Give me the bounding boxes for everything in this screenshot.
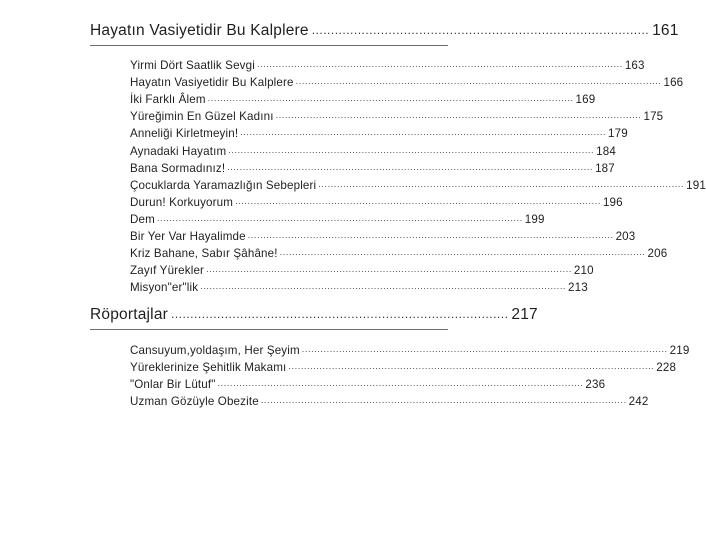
entry-title: Kriz Bahane, Sabır Şâhâne! xyxy=(130,247,278,261)
entry-page-number: 184 xyxy=(596,144,616,158)
entry-title: Bir Yer Var Hayalimde xyxy=(130,230,246,244)
entry-page-number: 196 xyxy=(602,195,623,209)
entry-title: Yüreğimin En Güzel Kadını xyxy=(130,110,274,124)
dot-leader: ...................................................................................................................... xyxy=(247,230,614,241)
toc-entry xyxy=(130,357,677,375)
entry-page-number: 199 xyxy=(524,212,545,226)
toc-entry xyxy=(130,277,588,295)
toc-entry xyxy=(130,391,649,409)
dot-leader: ...................................................................................................................... xyxy=(228,144,595,155)
entry-page-number: 206 xyxy=(647,247,668,261)
entry-page-number: 163 xyxy=(624,59,645,73)
dot-leader: ...................................................................................................................... xyxy=(240,127,607,138)
toc-entry xyxy=(130,55,645,73)
entry-title: Hayatın Vasiyetidir Bu Kalplere xyxy=(130,76,294,90)
toc-entry xyxy=(130,340,690,358)
toc-entry xyxy=(130,89,596,107)
entry-title: Anneliği Kirletmeyin! xyxy=(130,127,239,141)
entry-page-number: 210 xyxy=(573,264,594,278)
section-page-number: 217 xyxy=(511,306,538,323)
entry-page-number: 213 xyxy=(568,281,588,295)
dot-leader: ........................................................................................ xyxy=(171,307,509,321)
entry-page-number: 219 xyxy=(669,344,690,358)
section-title: Hayatın Vasiyetidir Bu Kalplere xyxy=(90,22,309,39)
toc-entry xyxy=(130,374,606,392)
entry-page-number: 179 xyxy=(608,127,628,141)
section-title: Röportajlar xyxy=(90,306,169,323)
dot-leader: ...................................................................................................................... xyxy=(256,59,623,70)
entry-page-number: 236 xyxy=(585,378,606,392)
entry-title: Zayıf Yürekler xyxy=(130,264,205,278)
toc-section-roportajlar xyxy=(0,298,690,409)
entry-title: Yirmi Dört Saatlik Sevgi xyxy=(130,59,255,73)
dot-leader: ...................................................................................................................... xyxy=(200,281,567,292)
toc-section-hayatin-vasiyetidir xyxy=(0,14,706,295)
dot-leader: ...................................................................................................................... xyxy=(295,76,662,87)
section-divider xyxy=(90,45,448,46)
entry-title: İki Farklı Âlem xyxy=(130,93,206,107)
entry-title: Yüreklerinize Şehitlik Makamı xyxy=(130,361,287,375)
toc-entry xyxy=(130,226,636,244)
entry-page-number: 242 xyxy=(628,395,649,409)
dot-leader: ...................................................................................................................... xyxy=(288,361,655,372)
toc-entry-list xyxy=(130,340,690,409)
toc-section-heading xyxy=(90,298,538,324)
dot-leader: ...................................................................................................................... xyxy=(207,93,574,104)
toc-entry xyxy=(130,209,545,226)
toc-entry xyxy=(130,260,594,278)
entry-title: Bana Sormadınız! xyxy=(130,161,226,175)
dot-leader: ...................................................................................................................... xyxy=(156,212,523,223)
entry-title: "Onlar Bir Lütuf" xyxy=(130,378,216,392)
entry-page-number: 187 xyxy=(595,161,615,175)
toc-entry xyxy=(130,123,628,141)
toc-entry xyxy=(130,140,616,158)
toc-entry xyxy=(130,158,615,175)
toc-entry xyxy=(130,192,623,209)
entry-title: Dem xyxy=(130,212,155,226)
entry-page-number: 191 xyxy=(686,178,706,192)
dot-leader: ...................................................................................................................... xyxy=(275,110,642,121)
toc-entry-list xyxy=(130,55,706,295)
entry-page-number: 175 xyxy=(643,110,664,124)
dot-leader: ...................................................................................................................... xyxy=(301,344,668,355)
dot-leader: ...................................................................................................................... xyxy=(318,178,685,189)
section-divider xyxy=(90,329,448,330)
entry-page-number: 203 xyxy=(615,230,636,244)
entry-page-number: 228 xyxy=(656,361,677,375)
entry-title: Cansuyum,yoldaşım, Her Şeyim xyxy=(130,344,300,358)
dot-leader: ...................................................................................................................... xyxy=(235,195,601,206)
entry-title: Durun! Korkuyorum xyxy=(130,195,234,209)
entry-title: Çocuklarda Yaramazlığın Sebepleri xyxy=(130,178,317,192)
dot-leader: ...................................................................................................................... xyxy=(227,161,594,172)
entry-page-number: 166 xyxy=(663,76,684,90)
dot-leader: ........................................................................................ xyxy=(311,23,650,37)
entry-title: Uzman Gözüyle Obezite xyxy=(130,395,259,409)
toc-entry xyxy=(130,243,668,261)
entry-title: Aynadaki Hayatım xyxy=(130,144,227,158)
toc-section-heading xyxy=(90,14,679,40)
entry-page-number: 169 xyxy=(575,93,596,107)
dot-leader: ...................................................................................................................... xyxy=(279,247,646,258)
dot-leader: ...................................................................................................................... xyxy=(260,395,627,406)
entry-title: Misyon"er"lik xyxy=(130,281,199,295)
dot-leader: ...................................................................................................................... xyxy=(217,378,584,389)
toc-entry xyxy=(130,72,684,90)
section-page-number: 161 xyxy=(652,22,679,39)
toc-entry xyxy=(130,106,664,124)
toc-entry xyxy=(130,175,706,192)
dot-leader: ...................................................................................................................... xyxy=(206,264,572,275)
